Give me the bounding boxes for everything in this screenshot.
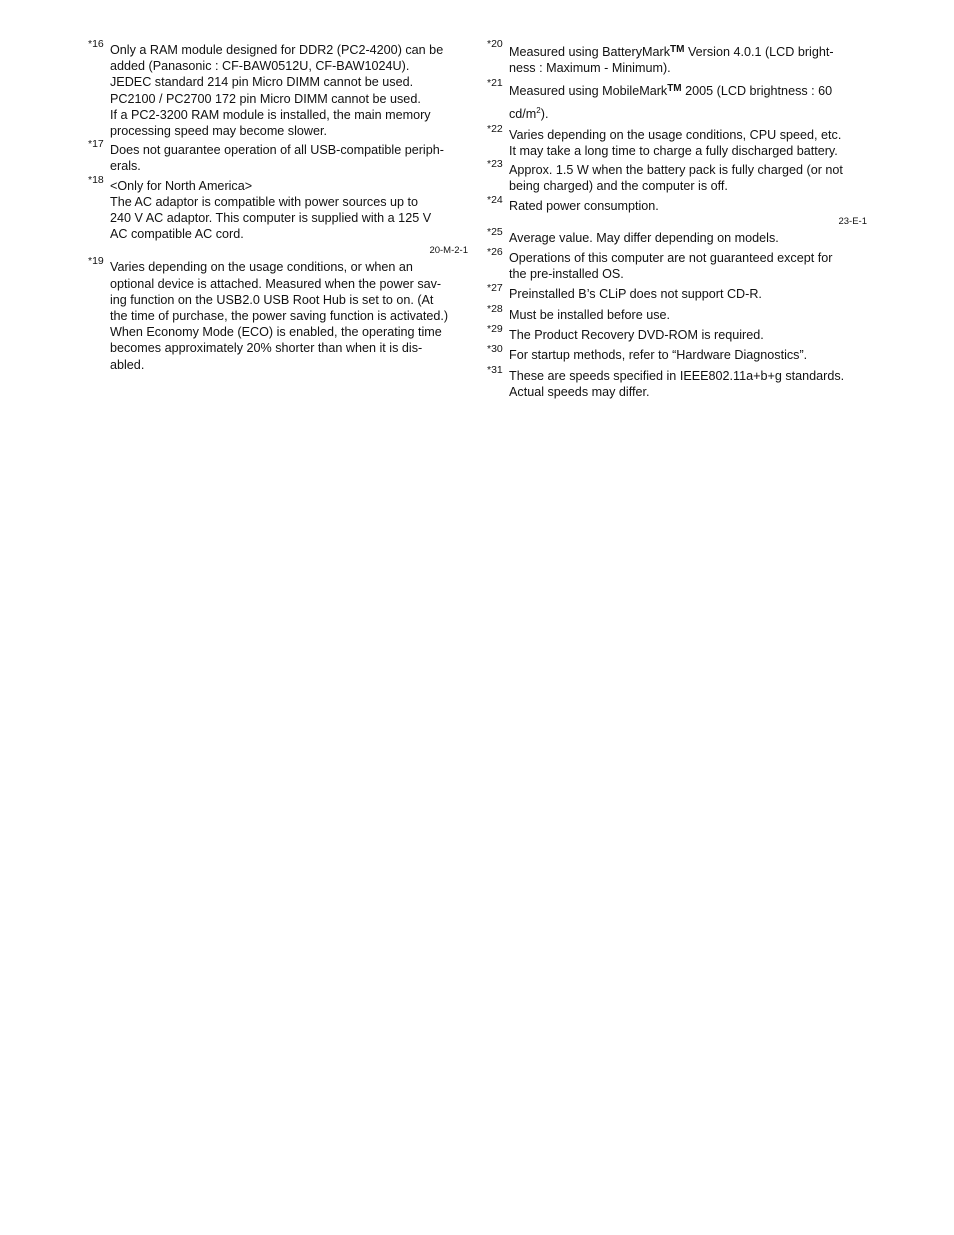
footnote-30 [487,343,867,363]
footnote-marker: *24 [487,193,503,206]
footnote-line: If a PC2-3200 RAM module is installed, the main memory [110,107,431,122]
footnote-line: These are speeds specified in IEEE802.11a+b+g standards. [509,369,845,384]
footnote-text: Version 4.0.1 (LCD bright- [684,45,834,59]
footnote-text: Measured using BatteryMark [509,45,670,59]
footnote-marker: *31 [487,364,503,377]
footnote-line: being charged) and the computer is off. [509,179,728,194]
footnote-marker: *18 [88,173,104,186]
superscript: 2 [536,105,541,115]
footnote-marker: *17 [88,138,104,151]
footnote-line: AC compatible AC cord. [110,227,244,242]
left-column [88,38,468,373]
footnote-line: ness : Maximum - Minimum). [509,61,671,76]
trademark-symbol: TM [670,44,685,55]
footnote-line: optional device is attached. Measured when the power sav- [110,276,442,291]
footnote-text: cd/m [509,106,537,121]
footnote-line: The AC adaptor is compatible with power sources up to [110,194,419,209]
footnote-marker: *22 [487,122,503,135]
footnote-line [509,103,867,122]
footnote-line: abled. [110,357,145,372]
footnote-marker: *26 [487,246,503,259]
footnote-marker: *23 [487,158,503,171]
footnote-21 [487,77,867,121]
footnote-line: the time of purchase, the power saving function is activated.) [110,309,449,324]
footnote-line: becomes approximately 20% shorter than when it is dis- [110,341,423,356]
footnote-marker: *28 [487,302,503,315]
footnote-line [509,42,867,60]
footnote-marker: *25 [487,225,503,238]
footnote-17 [88,138,468,174]
footnote-25 [487,225,867,246]
footnote-line: Average value. May differ depending on models. [509,230,779,245]
footnote-text: Measured using MobileMark [509,84,668,99]
footnote-23 [487,158,867,194]
footnote-line: Operations of this computer are not guaranteed except for [509,251,833,266]
footnote-line: The Product Recovery DVD-ROM is required. [509,327,764,342]
footnote-line: Must be installed before use. [509,307,671,322]
footnote-line: Varies depending on the usage conditions, or when an [110,260,413,275]
footnote-line: Rated power consumption. [509,198,659,213]
footnote-line [509,81,867,99]
footnote-marker: *19 [88,255,104,268]
footnote-16 [88,38,468,139]
footnote-line: ing function on the USB2.0 USB Root Hub is set to on. (At [110,292,434,307]
footnote-marker: *21 [487,77,503,90]
footnote-24 [487,193,867,214]
footnote-marker: *20 [487,38,503,50]
footnote-line: Does not guarantee operation of all USB-compatible periph- [110,143,444,158]
footnote-line: When Economy Mode (ECO) is enabled, the operating time [110,325,442,340]
footnote-18 [88,173,468,243]
footnote-line: JEDEC standard 214 pin Micro DIMM cannot be used. [110,75,414,90]
footnote-marker: *30 [487,343,503,356]
footnote-19 [88,255,468,372]
trademark-symbol: TM [667,83,682,95]
footnote-22 [487,122,867,159]
footnote-marker: *29 [487,322,503,335]
footnote-line: erals. [110,159,141,174]
footnote-line: added (Panasonic : CF-BAW0512U, CF-BAW1024U). [110,59,410,74]
footnote-marker: *27 [487,282,503,295]
footnote-line: processing speed may become slower. [110,124,328,139]
right-column [487,38,867,401]
footnote-line: <Only for North America> [110,178,253,193]
footnote-29 [487,322,867,343]
footnote-marker: *16 [88,38,104,50]
footnote-31 [487,364,867,400]
footnote-text: ). [540,106,549,121]
footnote-26 [487,246,867,282]
footnote-line: PC2100 / PC2700 172 pin Micro DIMM cannot be used. [110,91,421,106]
footnote-line: Varies depending on the usage conditions, CPU speed, etc. [509,127,842,142]
section-code: 20-M-2-1 [429,245,468,257]
footnote-27 [487,282,867,302]
section-code: 23-E-1 [838,215,867,227]
footnote-line: Approx. 1.5 W when the battery pack is fully charged (or not [509,163,843,178]
footnote-line: It may take a long time to charge a fully discharged battery. [509,144,838,159]
footnote-28 [487,302,867,323]
footnote-line: Preinstalled B’s CLiP does not support CD-R. [509,287,762,302]
footnote-line: Actual speeds may differ. [509,385,650,400]
footnote-line: For startup methods, refer to “Hardware Diagnostics”. [509,348,808,363]
footnote-text: 2005 (LCD brightness : 60 [681,84,833,99]
footnote-20 [487,38,867,76]
footnote-line: 240 V AC adaptor. This computer is supplied with a 125 V [110,211,432,226]
footnote-line: Only a RAM module designed for DDR2 (PC2-4200) can be [110,43,444,57]
footnote-line: the pre-installed OS. [509,267,624,282]
